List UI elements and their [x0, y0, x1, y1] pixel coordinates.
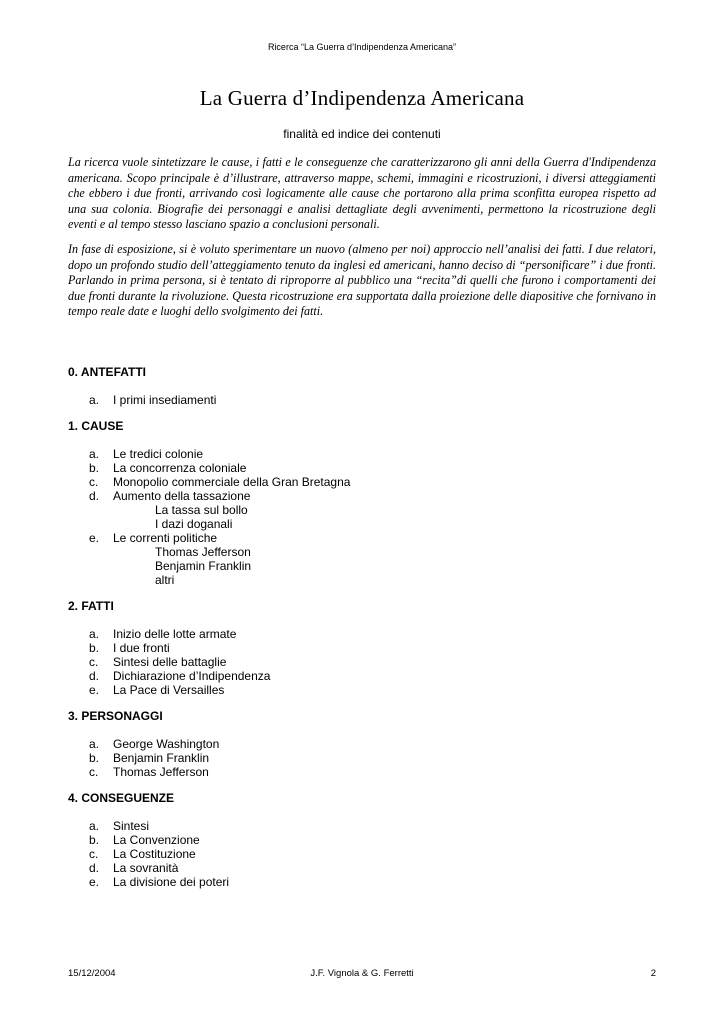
page-number: 2	[650, 968, 656, 979]
list-item	[68, 751, 656, 765]
list-item-label: La concorrenza coloniale	[113, 461, 247, 475]
toc-list	[68, 819, 656, 889]
list-item	[68, 861, 656, 875]
footer-date: 15/12/2004	[68, 968, 116, 979]
list-item	[68, 819, 656, 833]
list-item	[68, 847, 656, 861]
section-heading: 0. ANTEFATTI	[68, 365, 146, 379]
list-item-label: La Convenzione	[113, 833, 200, 847]
sub-list	[113, 503, 656, 531]
toc-list	[68, 737, 656, 779]
list-item	[68, 765, 656, 779]
list-marker: b.	[89, 833, 100, 847]
list-item	[68, 393, 656, 407]
list-marker: a.	[89, 447, 100, 461]
list-item	[68, 683, 656, 697]
list-marker: e.	[89, 531, 100, 545]
list-item-label: Benjamin Franklin	[113, 751, 210, 765]
toc-list	[68, 447, 656, 587]
list-item-label: La Pace di Versailles	[113, 683, 225, 697]
list-item-label: La divisione dei poteri	[113, 875, 230, 889]
list-item	[68, 475, 656, 489]
section-heading: 3. PERSONAGGI	[68, 709, 163, 723]
list-marker: c.	[89, 475, 99, 489]
list-item-label: La sovranità	[113, 861, 179, 875]
list-marker: b.	[89, 751, 100, 765]
list-item	[68, 833, 656, 847]
sub-list-item: Benjamin Franklin	[155, 559, 252, 573]
list-item	[68, 489, 656, 531]
intro-paragraph: In fase di esposizione, si è voluto sperimentare un nuovo (almeno per noi) approccio nell’analisi dei fatti. I due relatori, dopo un profondo studio dell’atteggiamento tenuto da inglesi ed americani, hanno deciso di “personificare” i due fronti. Parlando in prima persona, si è tentato di riproporre al pubblico una “recita”di quelli che furono i comportamenti dei due fronti durante la rivoluzione. Questa ricostruzione era supportata dalla proiezione delle diapositive che fornivano in tempo reale date e luoghi dello svolgimento dei fatti.	[68, 241, 656, 319]
list-item	[68, 655, 656, 669]
list-item	[68, 641, 656, 655]
intro-paragraph: La ricerca vuole sintetizzare le cause, i fatti e le conseguenze che caratterizzarono gli anni della Guerra d'Indipendenza americana. Scopo principale è d’illustrare, attraverso mappe, schemi, immagini e ricostruzioni, i diversi atteggiamenti che ebbero i due fronti, arrivando così logicamente alle cause che portarono alla prima sconfitta europea rispetto ad una sua colonia. Biografie dei personaggi e analisi dettagliate degli avvenimenti, permettono la ricostruzione degli eventi e al tempo stesso lasciano spazio a conclusioni personali.	[68, 155, 656, 232]
list-marker: b.	[89, 641, 100, 655]
document-subtitle: finalità ed indice dei contenuti	[283, 127, 441, 141]
page-footer	[68, 968, 656, 982]
list-item-label: George Washington	[113, 737, 220, 751]
section-heading: 2. FATTI	[68, 599, 114, 613]
list-marker: a.	[89, 737, 100, 751]
toc-section	[68, 791, 656, 889]
document-title: La Guerra d’Indipendenza Americana	[199, 86, 525, 110]
list-item-label: Le correnti politiche	[113, 531, 218, 545]
list-item-label: La Costituzione	[113, 847, 196, 861]
list-marker: d.	[89, 489, 100, 503]
sub-list-item: Thomas Jefferson	[155, 545, 251, 559]
list-item-label: Sintesi	[113, 819, 150, 833]
section-heading: 4. CONSEGUENZE	[68, 791, 175, 805]
toc-section	[68, 365, 656, 407]
list-item-label: I primi insediamenti	[113, 393, 217, 407]
list-marker: a.	[89, 819, 100, 833]
list-item	[68, 531, 656, 587]
list-item-label: Le tredici colonie	[113, 447, 204, 461]
list-item-label: Monopolio commerciale della Gran Bretagna	[113, 475, 351, 489]
list-item-label: Inizio delle lotte armate	[113, 627, 237, 641]
list-item-label: I due fronti	[113, 641, 170, 655]
intro-text	[68, 155, 656, 329]
list-item	[68, 875, 656, 889]
list-marker: d.	[89, 669, 100, 683]
sub-list-item: altri	[155, 573, 175, 587]
sub-list-item: I dazi doganali	[155, 517, 233, 531]
list-item-label: Sintesi delle battaglie	[113, 655, 227, 669]
toc-section	[68, 419, 656, 587]
sub-list-item: La tassa sul bollo	[155, 503, 248, 517]
list-item-label: Aumento della tassazione	[113, 489, 251, 503]
list-item-label: Dichiarazione d’Indipendenza	[113, 669, 271, 683]
list-item-label: Thomas Jefferson	[113, 765, 209, 779]
running-header: Ricerca “La Guerra d’Indipendenza Americana”	[267, 42, 457, 52]
list-marker: a.	[89, 627, 100, 641]
list-marker: e.	[89, 683, 100, 697]
toc-list	[68, 393, 656, 407]
list-marker: c.	[89, 765, 99, 779]
list-item	[68, 669, 656, 683]
footer-authors: J.F. Vignola & G. Ferretti	[310, 968, 414, 979]
list-marker: d.	[89, 861, 100, 875]
list-item	[68, 627, 656, 641]
sub-list	[113, 545, 656, 587]
section-heading: 1. CAUSE	[68, 419, 124, 433]
list-item	[68, 447, 656, 461]
toc-section	[68, 599, 656, 697]
toc-list	[68, 627, 656, 697]
toc-section	[68, 709, 656, 779]
list-item	[68, 461, 656, 475]
list-marker: b.	[89, 461, 100, 475]
list-marker: c.	[89, 655, 99, 669]
list-item	[68, 737, 656, 751]
table-of-contents	[68, 365, 656, 901]
list-marker: a.	[89, 393, 100, 407]
list-marker: e.	[89, 875, 100, 889]
list-marker: c.	[89, 847, 99, 861]
